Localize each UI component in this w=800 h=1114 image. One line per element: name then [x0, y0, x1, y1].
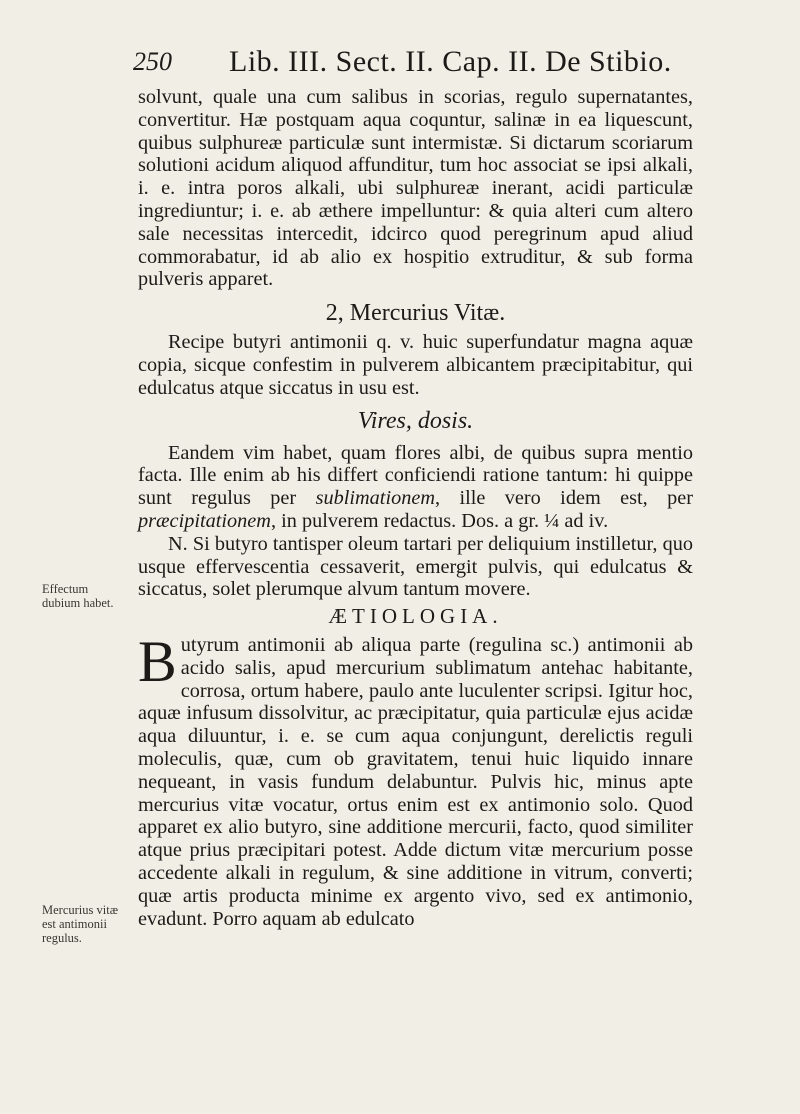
- main-text: [138, 86, 693, 930]
- page-number: 250: [133, 47, 172, 76]
- vires-text-1: Eandem vim habet, quam flores albi, de quibus supra mentio facta. Ille enim ab his differt conficiendi ratione tantum: hi quippe sunt regulus per: [138, 441, 693, 510]
- vires-italic-sublimationem: sublimationem: [315, 487, 436, 510]
- margin-note-mercurius: Mercurius vitæ est antimonii regulus.: [42, 903, 119, 945]
- paragraph-butyrum: [138, 628, 693, 930]
- heading-vires-dosis: Vires, dosis.: [357, 407, 474, 434]
- paragraph-scoriae: solvunt, quale una cum salibus in scorias, regulo supernatantes, convertitur. Hæ postquam aqua coquntur, salinæ in ea liquescunt, quibus sulphureæ particulæ sunt intermistæ. Si dictarum scoriarum solutioni acidum aliquod affunditur, tum hoc associat se ipsi alkali, i. e. intra poros alkali, ubi sulphureæ inerant, acidi particulæ ingrediuntur; i. e. ab æthere impelluntur: & quia alteri cum altero sale necessitas intercedit, idcirco quod peregrinum apud aliud commorabatur, id ab alio ex hospitio extruditur, & sub forma pulveris apparet.: [138, 86, 693, 291]
- paragraph-recipe: Recipe butyri antimonii q. v. huic superfundatur magna aquæ copia, sicque confestim in pulverem albicantem præcipitabitur, qui edulcatus atque siccatus in usu est.: [138, 331, 693, 399]
- paragraph-nota: N. Si butyro tantisper oleum tartari per deliquium instilletur, quo usque effervescentia cessaverit, emergit pulvis, qui edulcatus & siccatus, solet plerumque alvum tantum movere.: [138, 532, 693, 601]
- running-head: Lib. III. Sect. II. Cap. II. De Stibio.: [229, 45, 672, 78]
- vires-text-3: , in pulverem redactus. Dos. a gr. ¼ ad iv.: [270, 509, 609, 532]
- butyrum-text: utyrum antimonii ab aliqua parte (regulina sc.) antimonii ab acido salis, apud mercurium sublimatum antehac habitante, corrosa, ortum habere, paulo ante luculenter scripsi. Igitur hoc, aquæ infusum dissolvitur, ac præcipitatur, quia particulæ ejus acidæ aqua diluuntur, i. e. se cum aqua conjungunt, derelictis reguli moleculis, quæ, cum ob gravitatem, tenui huic liquido innare nequeant, in vasis fundum delabuntur. Pulvis hic, minus apte mercurius vitæ vocatur, ortus enim est ex antimonio solo. Quod apparet ex alio butyro, sine additione mercurii, facto, quod similiter atque prius præcipitari potest. Adde dictum vitæ mercurium posse accedente alkali in regulum, & sine additione in vitrum, converti; quæ artis producta minime ex argento vivo, sed ex antimonio, evadunt. Porro aquam ab edulcato: [138, 633, 693, 930]
- margin-note-effectum: Effectum dubium habet.: [42, 582, 114, 610]
- page-header: [133, 45, 693, 85]
- vires-italic-praecipitationem: præcipitationem: [138, 509, 271, 532]
- vires-text-2: , ille vero idem est, per: [435, 487, 694, 510]
- drop-cap: B: [138, 628, 177, 694]
- heading-aetiologia: ÆTIOLOGIA.: [328, 604, 503, 629]
- paragraph-vires: [138, 442, 693, 533]
- heading-mercurius-vitae: 2, Mercurius Vitæ.: [325, 300, 506, 327]
